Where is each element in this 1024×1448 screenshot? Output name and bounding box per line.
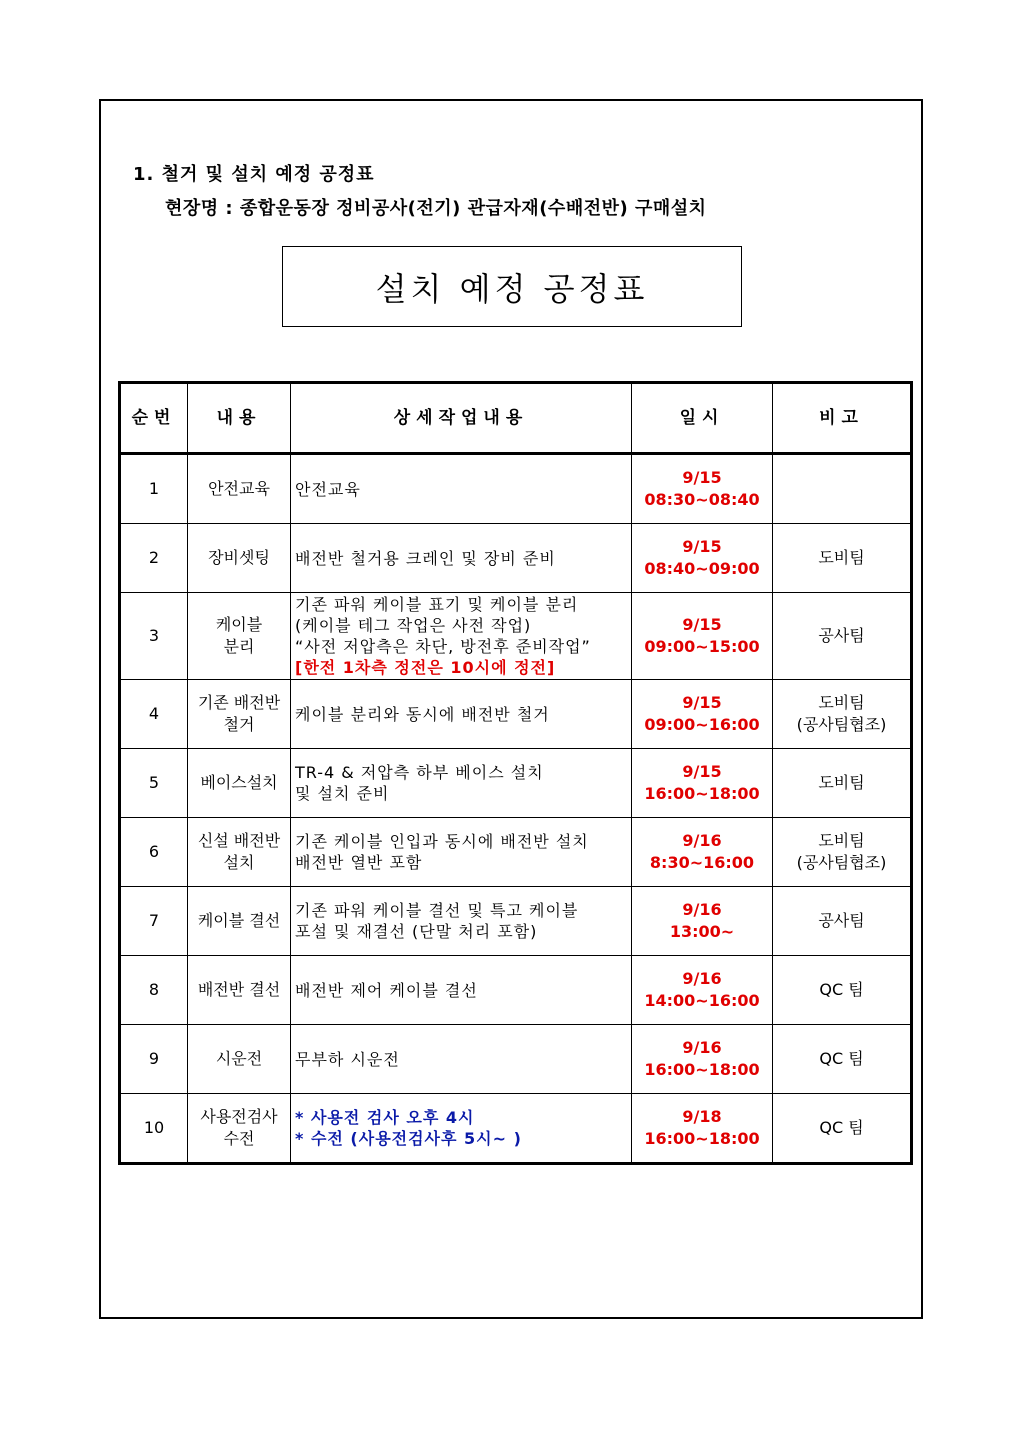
table-row xyxy=(120,818,912,887)
row-content xyxy=(188,524,291,593)
row-time: 13:00~ xyxy=(669,922,735,941)
row-no: 5 xyxy=(120,749,188,818)
row-content xyxy=(188,956,291,1025)
header-note: 비고 xyxy=(773,383,912,454)
schedule-table xyxy=(118,381,913,1165)
row-date: 9/15 xyxy=(682,762,722,781)
row-detail xyxy=(291,1094,632,1164)
row-note-line: 도비팀 xyxy=(818,548,865,567)
row-detail-warning: [한전 1차측 정전은 10시에 정전] xyxy=(295,658,556,677)
table-row xyxy=(120,749,912,818)
row-detail xyxy=(291,454,632,524)
row-date: 9/15 xyxy=(682,468,722,487)
row-content xyxy=(188,680,291,749)
row-content-line: 수전 xyxy=(223,1129,255,1148)
row-note-line: (공사팀협조) xyxy=(796,715,887,734)
row-note-line: QC 팀 xyxy=(819,1118,864,1137)
row-content xyxy=(188,454,291,524)
row-note-line: 도비팀 xyxy=(818,693,865,712)
row-content-line: 설치 xyxy=(223,853,255,872)
row-content-line: 장비셋팅 xyxy=(208,548,270,567)
row-time: 08:30~08:40 xyxy=(644,490,760,509)
table-row xyxy=(120,1094,912,1164)
row-detail-line: 배전반 제어 케이블 결선 xyxy=(295,980,478,1000)
row-content-line: 분리 xyxy=(223,637,255,656)
row-datetime xyxy=(632,749,773,818)
header-date: 일시 xyxy=(632,383,773,454)
table-row xyxy=(120,956,912,1025)
row-detail-line: 배전반 열반 포함 xyxy=(295,853,423,872)
row-detail xyxy=(291,524,632,593)
row-date: 9/16 xyxy=(682,900,722,919)
row-detail-highlight: * 수전 (사용전검사후 5시~ ) xyxy=(295,1129,522,1148)
row-date: 9/16 xyxy=(682,831,722,850)
row-note-line: QC 팀 xyxy=(819,1049,864,1068)
row-time: 8:30~16:00 xyxy=(649,853,755,872)
row-date: 9/15 xyxy=(682,537,722,556)
row-note-line: 도비팀 xyxy=(818,773,865,792)
row-date: 9/16 xyxy=(682,1038,722,1057)
row-datetime xyxy=(632,818,773,887)
row-content-line: 신설 배전반 xyxy=(197,831,281,850)
row-detail-line: 기존 파워 케이블 표기 및 케이블 분리 xyxy=(295,595,579,614)
schedule-title: 설치 예정 공정표 xyxy=(375,269,649,308)
row-no: 3 xyxy=(120,593,188,680)
row-content xyxy=(188,593,291,680)
row-content-line: 배전반 결선 xyxy=(197,980,281,999)
row-note xyxy=(773,956,912,1025)
row-content xyxy=(188,1025,291,1094)
row-no: 9 xyxy=(120,1025,188,1094)
header-no: 순번 xyxy=(120,383,188,454)
table-header-row xyxy=(120,383,912,454)
row-detail-line: 안전교육 xyxy=(295,479,361,499)
row-content xyxy=(188,749,291,818)
row-time: 14:00~16:00 xyxy=(644,991,760,1010)
row-content-line: 시운전 xyxy=(215,1049,263,1068)
row-note-line: QC 팀 xyxy=(819,980,864,999)
row-content-line: 안전교육 xyxy=(208,479,270,498)
row-detail-line: 포설 및 재결선 (단말 처리 포함) xyxy=(295,922,538,941)
header-content: 내용 xyxy=(188,383,291,454)
row-no: 1 xyxy=(120,454,188,524)
schedule-title-box xyxy=(282,246,742,327)
row-content xyxy=(188,818,291,887)
section-heading: 1. 철거 및 설치 예정 공정표 xyxy=(133,164,375,185)
row-note-line: 도비팀 xyxy=(818,831,865,850)
row-note xyxy=(773,454,912,524)
row-content-line: 케이블 xyxy=(215,615,263,634)
row-detail xyxy=(291,749,632,818)
row-note xyxy=(773,749,912,818)
row-content-line: 케이블 결선 xyxy=(197,911,281,930)
row-datetime xyxy=(632,680,773,749)
row-datetime xyxy=(632,1025,773,1094)
row-date: 9/18 xyxy=(682,1107,722,1126)
row-content-line: 기존 배전반 xyxy=(197,693,281,712)
row-content-line: 철거 xyxy=(223,715,255,734)
row-time: 09:00~15:00 xyxy=(644,637,760,656)
row-note xyxy=(773,887,912,956)
table-row xyxy=(120,680,912,749)
row-detail-line: 케이블 분리와 동시에 배전반 철거 xyxy=(295,704,550,724)
row-content-line: 사용전검사 xyxy=(200,1107,278,1126)
row-detail-line: “사전 저압측은 차단, 방전후 준비작업” xyxy=(295,637,591,656)
row-detail-line: TR-4 & 저압측 하부 베이스 설치 xyxy=(295,763,544,782)
row-detail-line: 기존 케이블 인입과 동시에 배전반 설치 xyxy=(295,832,589,851)
row-no: 4 xyxy=(120,680,188,749)
row-datetime xyxy=(632,1094,773,1164)
row-note xyxy=(773,593,912,680)
row-datetime xyxy=(632,887,773,956)
row-detail xyxy=(291,593,632,680)
row-note-line: 공사팀 xyxy=(818,911,865,930)
row-detail-line: 배전반 철거용 크레인 및 장비 준비 xyxy=(295,548,556,568)
row-note xyxy=(773,524,912,593)
row-detail xyxy=(291,1025,632,1094)
table-row xyxy=(120,454,912,524)
row-date: 9/15 xyxy=(682,615,722,634)
row-no: 8 xyxy=(120,956,188,1025)
row-no: 6 xyxy=(120,818,188,887)
row-note-line: 공사팀 xyxy=(818,626,865,645)
row-no: 7 xyxy=(120,887,188,956)
row-no: 10 xyxy=(120,1094,188,1164)
row-note xyxy=(773,1025,912,1094)
row-time: 16:00~18:00 xyxy=(644,784,760,803)
row-detail-highlight: * 사용전 검사 오후 4시 xyxy=(295,1108,475,1127)
row-time: 09:00~16:00 xyxy=(644,715,760,734)
row-time: 16:00~18:00 xyxy=(644,1060,760,1079)
row-detail xyxy=(291,887,632,956)
row-no: 2 xyxy=(120,524,188,593)
row-note-line: (공사팀협조) xyxy=(796,853,887,872)
row-detail xyxy=(291,956,632,1025)
site-name: 현장명 : 종합운동장 정비공사(전기) 관급자재(수배전반) 구매설치 xyxy=(165,198,707,219)
row-datetime xyxy=(632,524,773,593)
row-detail-line: (케이블 테그 작업은 사전 작업) xyxy=(295,616,532,635)
row-detail-line: 및 설치 준비 xyxy=(295,784,390,803)
table-row xyxy=(120,593,912,680)
row-detail xyxy=(291,818,632,887)
row-detail xyxy=(291,680,632,749)
row-date: 9/16 xyxy=(682,969,722,988)
row-time: 08:40~09:00 xyxy=(644,559,760,578)
row-content xyxy=(188,1094,291,1164)
row-datetime xyxy=(632,593,773,680)
table-row xyxy=(120,524,912,593)
row-time: 16:00~18:00 xyxy=(644,1129,760,1148)
row-datetime xyxy=(632,956,773,1025)
header-detail: 상세작업내용 xyxy=(291,383,632,454)
row-detail-line: 무부하 시운전 xyxy=(295,1049,400,1069)
row-note xyxy=(773,680,912,749)
row-note xyxy=(773,1094,912,1164)
row-date: 9/15 xyxy=(682,693,722,712)
table-row xyxy=(120,1025,912,1094)
row-note xyxy=(773,818,912,887)
row-content-line: 베이스설치 xyxy=(200,773,278,792)
row-detail-line: 기존 파워 케이블 결선 및 특고 케이블 xyxy=(295,901,579,920)
table-row xyxy=(120,887,912,956)
row-datetime xyxy=(632,454,773,524)
row-content xyxy=(188,887,291,956)
